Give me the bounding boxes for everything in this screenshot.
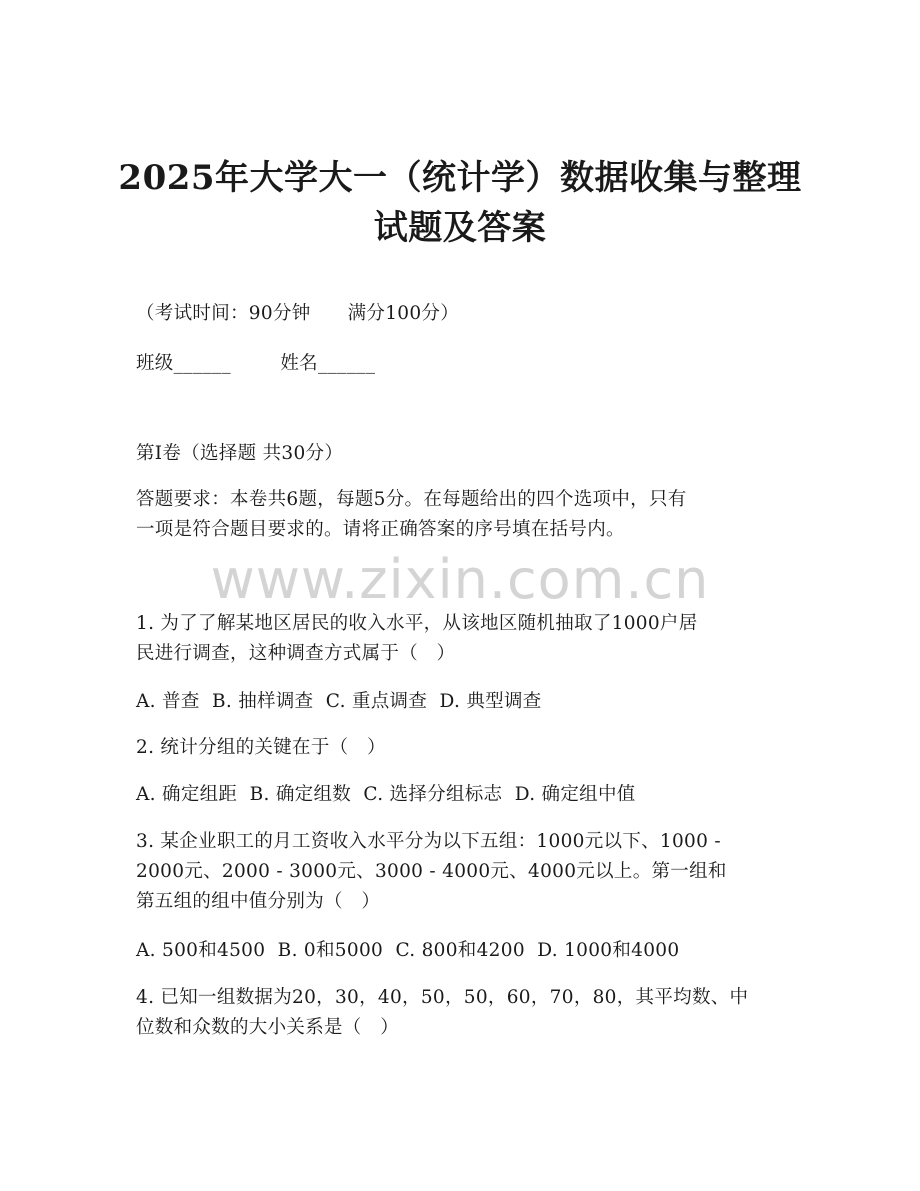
instructions-line: 一项是符合题目要求的。请将正确答案的序号填在括号内。 — [136, 519, 625, 540]
question-options: A. 普查 B. 抽样调查 C. 重点调查 D. 典型调查 — [136, 691, 542, 712]
instructions-line: 答题要求：本卷共6题，每题5分。在每题给出的四个选项中，只有 — [136, 489, 687, 510]
class-name-line: 班级______ 姓名______ — [136, 353, 376, 374]
document-title-line-1: 2025年大学大一（统计学）数据收集与整理 — [118, 158, 802, 198]
question-text: 第五组的组中值分别为（ ） — [136, 891, 381, 912]
question-text: 位数和众数的大小关系是（ ） — [136, 1017, 399, 1038]
question-text: 2. 统计分组的关键在于（ ） — [136, 737, 386, 758]
question-text: 2000元、2000 - 3000元、3000 - 4000元、4000元以上。第一组和 — [136, 861, 727, 882]
document-title-line-2: 试题及答案 — [373, 208, 547, 248]
question-options: A. 确定组距 B. 确定组数 C. 选择分组标志 D. 确定组中值 — [136, 784, 636, 805]
section-heading: 第I卷（选择题 共30分） — [136, 443, 344, 464]
question-text: 民进行调查，这种调查方式属于（ ） — [136, 643, 456, 664]
question-text: 4. 已知一组数据为20，30，40，50，50，60，70，80，其平均数、中 — [136, 987, 749, 1008]
question-text: 1. 为了了解某地区居民的收入水平，从该地区随机抽取了1000户居 — [136, 613, 698, 634]
watermark: www.zixin.com.cn — [210, 548, 710, 611]
question-text: 3. 某企业职工的月工资收入水平分为以下五组：1000元以下、1000 - — [136, 831, 721, 852]
exam-info: （考试时间：90分钟 满分100分） — [136, 303, 460, 324]
question-options: A. 500和4500 B. 0和5000 C. 800和4200 D. 1000和4000 — [136, 940, 680, 961]
